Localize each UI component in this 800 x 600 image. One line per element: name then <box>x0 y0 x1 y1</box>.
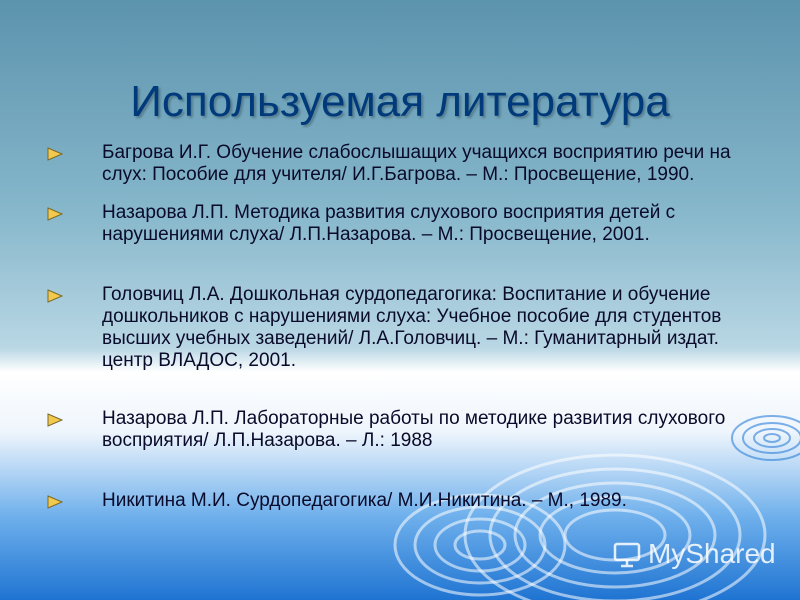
references-list <box>40 142 760 512</box>
slide-title: Используемая литература <box>130 77 670 127</box>
list-item <box>40 142 760 186</box>
reference-text: Назарова Л.П. Лабораторные работы по методике развития слухового восприятия/ Л.П.Назарова. – Л.: 1988 <box>102 408 726 451</box>
list-item <box>40 202 760 246</box>
list-item <box>40 408 760 452</box>
watermark-text: MyShared <box>648 538 776 569</box>
reference-text: Багрова И.Г. Обучение слабослышащих учащихся восприятию речи на слух: Пособие для учителя/ И.Г.Багрова. – М.: Просвещение, 1990. <box>102 142 731 185</box>
list-item <box>40 490 760 512</box>
reference-text: Назарова Л.П. Методика развития слухового восприятия детей с нарушениями слуха/ Л.П.Назарова. – М.: Просвещение, 2001. <box>102 202 676 245</box>
screen-icon <box>612 539 642 569</box>
reference-text: Никитина М.И. Сурдопедагогика/ М.И.Никитина. – М., 1989. <box>102 490 627 511</box>
myshared-watermark <box>612 538 776 570</box>
list-item <box>40 284 760 372</box>
reference-text: Головчиц Л.А. Дошкольная сурдопедагогика: Воспитание и обучение дошкольников с нарушениями слуха: Учебное пособие для студентов высших учебных заведений/ Л.А.Головчиц. – М.: Гуманитарный издат. центр ВЛАДОС, 2001. <box>102 284 722 371</box>
